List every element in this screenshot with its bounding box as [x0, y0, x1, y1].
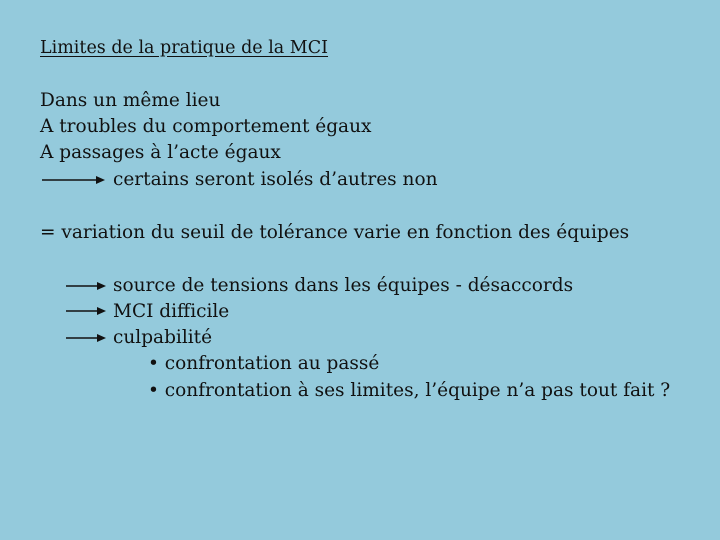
consequence-mci-difficile: MCI difficile [113, 301, 230, 322]
intro-line-1: Dans un même lieu [40, 90, 221, 111]
consequence-culpabilite: culpabilité [113, 327, 213, 348]
sub-bullet-1: • confrontation au passé [148, 353, 380, 374]
arrow-right-icon [66, 332, 106, 344]
arrow-right-icon [42, 174, 106, 186]
variation-line: = variation du seuil de tolérance varie en fonction des équipes [40, 222, 630, 243]
arrow-right-icon [66, 305, 106, 317]
slide-title: Limites de la pratique de la MCI [40, 38, 329, 58]
consequence-isolation: certains seront isolés d’autres non [113, 169, 438, 190]
arrow-right-icon [66, 280, 106, 292]
intro-line-3: A passages à l’acte égaux [40, 142, 281, 163]
intro-line-2: A troubles du comportement égaux [40, 116, 372, 137]
sub-bullet-2: • confrontation à ses limites, l’équipe n’a pas tout fait ? [148, 380, 671, 401]
consequence-tensions: source de tensions dans les équipes - désaccords [113, 275, 574, 296]
